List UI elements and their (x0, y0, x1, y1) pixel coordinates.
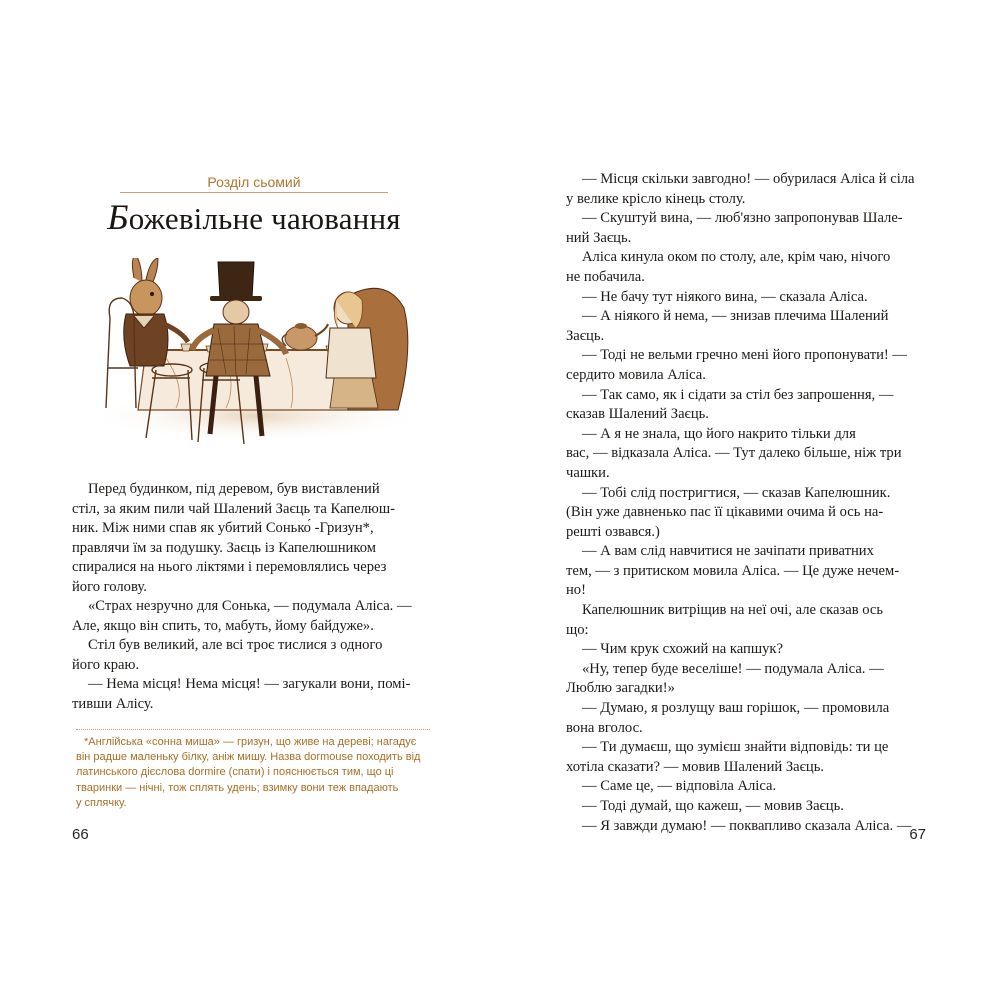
footnote-line: у сплячку. (76, 796, 127, 809)
text-line: Капелюшник витріщив на неї очі, але сказав ось (582, 602, 884, 619)
footnote-line: *Англійська «сонна миша» — гризун, що живе на дереві; нагадує (84, 736, 417, 748)
text-line: сердито мовила Аліса. (566, 366, 706, 383)
text-line: Стіл був великий, але всі троє тислися з одного (88, 637, 383, 653)
text-line: вона вголос. (566, 719, 643, 736)
chapter-title-initial: Б (107, 197, 129, 237)
text-line: Заєць. (566, 327, 605, 344)
text-line: — Так само, як і сідати за стіл без запрошення, — (582, 386, 894, 403)
text-line: ний Заєць. (566, 229, 632, 246)
text-line: тем, — з притиском мовила Аліса. — Це дуже нечем- (566, 562, 900, 579)
text-line: — Я завжди думаю! — поквапливо сказала Аліса. — (582, 817, 912, 834)
text-line: хотіла сказати? — мовив Шалений Заєць. (566, 758, 825, 775)
chapter-title-rest: ожевільне чаювання (128, 201, 401, 236)
text-line: — Чим крук схожий на капшук? (582, 641, 783, 658)
text-line: (Він уже давненько пас її цікавими очима й ось на- (566, 504, 884, 521)
left-body-text (72, 480, 430, 714)
text-line: — А ніякого й нема, — знизав плечима Шалений (582, 308, 889, 325)
text-line: тивши Алісу. (72, 695, 154, 712)
text-line: його краю. (72, 656, 140, 673)
text-line: у велике крісло кінець столу. (566, 190, 746, 207)
text-line: правлячи їм за подушку. Заєць із Капелюшником (72, 539, 376, 556)
text-line: «Ну, тепер буде веселіше! — подумала Аліса. — (582, 660, 884, 677)
text-line: — А я не знала, що його накрито тільки для (582, 425, 856, 442)
text-line: — Скуштуй вина, — люб'язно запропонував Шале- (582, 210, 903, 227)
text-line: — Ти думаєш, що зумієш знайти відповідь: ти це (582, 739, 889, 756)
page-number-right: 67 (909, 826, 926, 843)
chapter-title (92, 196, 416, 238)
text-line: стіл, за яким пили чай Шалений Заєць та Капелюш- (72, 500, 395, 517)
footnote (76, 735, 430, 811)
text-line: — Нема місця! Нема місця! — загукали вони, помі- (88, 676, 411, 692)
page-number-left: 66 (72, 826, 89, 843)
right-body-text (566, 170, 928, 836)
text-line: — Не бачу тут ніякого вина, — сказала Аліса. (582, 288, 868, 305)
tea-party-illustration (86, 258, 422, 454)
alice-figure (326, 288, 408, 410)
text-line: що: (566, 621, 589, 638)
text-line: — Саме це, — відповіла Аліса. (582, 778, 777, 795)
footnote-divider (76, 729, 430, 730)
text-line: решті озвався.) (566, 523, 660, 540)
text-line: чашки. (566, 464, 610, 481)
text-line: вас, — відказала Аліса. — Тут далеко більше, ніж три (566, 445, 902, 462)
footnote-line: тваринки — нічні, тож сплять удень; взимку вони теж впадають (76, 781, 399, 794)
text-line: його голову. (72, 578, 147, 595)
text-line: ник. Між ними спав як убитий Сонько́ -Гризун*, (72, 520, 374, 536)
text-line: — А вам слід навчитися не зачіпати приватних (582, 543, 874, 560)
chapter-divider (120, 192, 388, 193)
text-line: — Місця скільки завгодно! — обурилася Аліса й сіла (582, 171, 915, 187)
text-line: Перед будинком, під деревом, був виставлений (88, 481, 380, 497)
text-line: Люблю загадки!» (566, 680, 675, 697)
teapot (282, 323, 328, 350)
text-line: Аліса кинула оком по столу, але, крім чаю, нічого (582, 249, 891, 266)
text-line: — Думаю, я розлущу ваш горішок, — промовила (582, 700, 890, 717)
text-line: спиралися на нього ліктями і перемовлялись через (72, 559, 387, 575)
text-line: сказав Шалений Заєць. (566, 406, 709, 423)
text-line: Але, якщо він спить, то, мабуть, йому байдуже». (72, 617, 374, 634)
text-line: но! (566, 582, 586, 599)
text-line: — Тобі слід постригтися, — сказав Капелюшник. (582, 484, 891, 501)
chapter-label: Розділ сьомий (207, 174, 301, 190)
footnote-line: він радше маленьку білку, аніж мишу. Назва dormouse походить від (76, 751, 421, 764)
text-line: — Тоді думай, що кажеш, — мовив Заєць. (582, 798, 844, 814)
text-line: — Тоді не вельми гречно мені його пропонувати! — (582, 347, 908, 364)
text-line: «Страх незручно для Сонька, — подумала Аліса. — (88, 598, 412, 614)
text-line: не побачила. (566, 268, 645, 285)
footnote-line: латинського дієслова dormire (спати) і пояснюється тим, що ці (76, 766, 394, 779)
